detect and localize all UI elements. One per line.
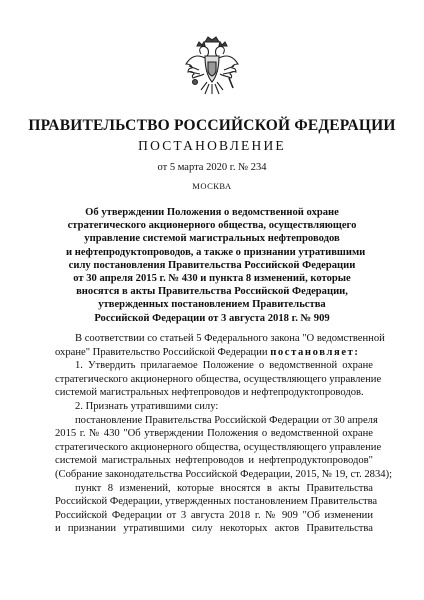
title-line: силу постановления Правительства Российской Федерации	[68, 259, 356, 271]
body-line: Российской Федерации, утвержденных постановлением Правительства	[55, 496, 378, 508]
title-line: от 30 апреля 2015 г. № 430 и пункта 8 изменений, которые	[73, 273, 351, 285]
title-line: Об утверждении Положения о ведомственной охране	[85, 207, 339, 218]
government-name: ПРАВИТЕЛЬСТВО РОССИЙСКОЙ ФЕДЕРАЦИИ	[28, 117, 396, 134]
body-line: 2. Признать утратившими силу:	[75, 400, 219, 412]
body-line	[55, 346, 373, 360]
document-body	[55, 332, 393, 536]
body-line: системой магистральных нефтепроводов и нефтепродуктопроводов"	[55, 455, 373, 467]
body-line: Российской Федерации от 3 августа 2018 г. № 909 "Об изменении	[55, 509, 373, 521]
body-line: В соответствии со статьей 5 Федерального закона "О ведомственной	[75, 333, 385, 344]
date-and-number: от 5 марта 2020 г. № 234	[157, 162, 267, 173]
title-line: вносятся в акты Правительства Российской Федерации,	[76, 286, 348, 298]
city: МОСКВА	[192, 181, 232, 191]
body-line: и признании утратившими силу некоторых актов Правительства	[55, 523, 373, 535]
title-line: и нефтепродуктопроводов, а также о признании утратившими	[66, 246, 366, 258]
document-type: ПОСТАНОВЛЕНИЕ	[138, 138, 286, 153]
body-line: пункт 8 изменений, которые вносятся в акты Правительства	[75, 482, 373, 494]
russian-coat-of-arms-icon	[183, 32, 241, 98]
body-line: стратегического акционерного общества, осуществляющего управление	[55, 373, 382, 385]
document-title	[66, 206, 366, 325]
body-line: постановление Правительства Российской Федерации от 30 апреля	[75, 414, 378, 426]
title-line: утвержденных постановлением Правительства	[98, 299, 326, 311]
decree-word: постановляет:	[270, 346, 360, 358]
body-text: охране" Правительство Российской Федерации	[55, 346, 271, 358]
title-line: управление системой магистральных нефтепроводов	[84, 233, 340, 245]
title-line: стратегического акционерного общества, осуществляющего	[67, 220, 357, 232]
body-line: 2015 г. № 430 "Об утверждении Положения о ведомственной охране	[55, 428, 373, 440]
body-line: 1. Утвердить прилагаемое Положение о ведомственной охране	[75, 360, 373, 372]
title-line: Российской Федерации от 3 августа 2018 г. № 909	[94, 312, 330, 324]
body-line: системой магистральных нефтепроводов и нефтепродуктопроводов.	[55, 387, 364, 399]
body-line: (Собрание законодательства Российской Федерации, 2015, № 19, ст. 2834);	[55, 468, 393, 480]
body-line: стратегического акционерного общества, осуществляющего управление	[55, 441, 382, 453]
